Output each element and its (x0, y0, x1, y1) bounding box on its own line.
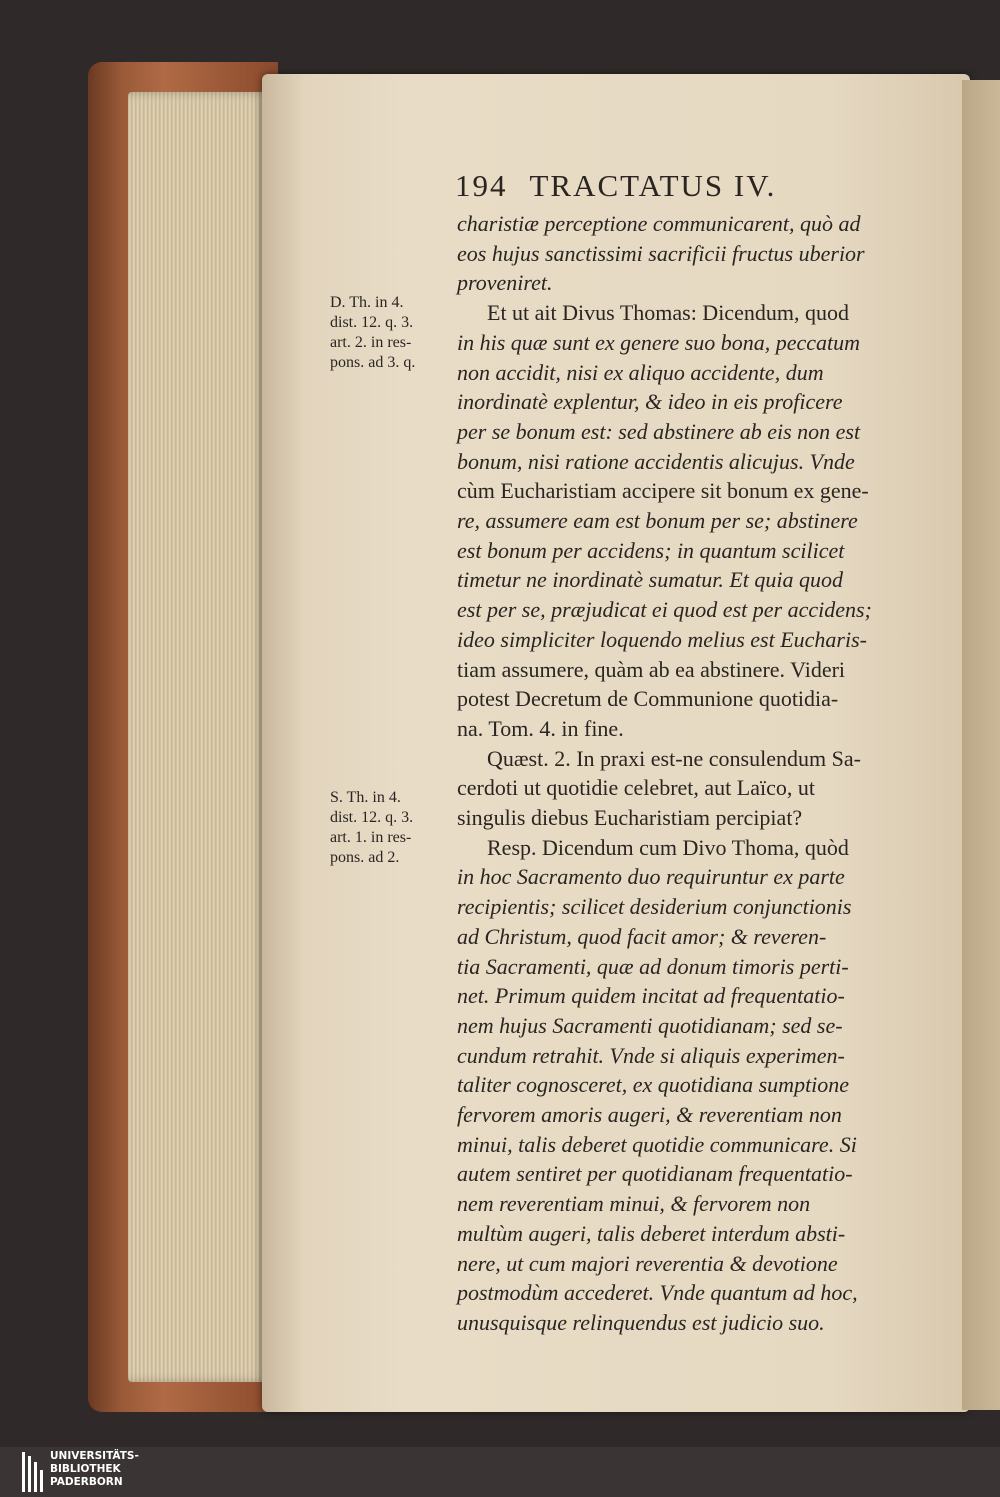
text-line: timetur ne inordinatè sumatur. Et quia quod (457, 567, 844, 592)
page-number: 194 (455, 168, 508, 203)
text-line: potest Decretum de Communione quotidia- (457, 686, 839, 711)
text-line: in his quæ sunt ex genere suo bona, peccatum (457, 330, 861, 355)
text-line: fervorem amoris augeri, & reverentiam non (457, 1102, 842, 1127)
text-line: singulis diebus Eucharistiam percipiat? (457, 805, 803, 830)
text-line: cùm Eucharistiam accipere sit bonum ex gene- (457, 478, 869, 503)
text-line: taliter cognosceret, ex quotidiana sumptione (457, 1072, 850, 1097)
text-line: est bonum per accidens; in quantum scilicet (457, 538, 845, 563)
text-line: multùm augeri, talis deberet interdum absti- (457, 1221, 846, 1246)
text-line: proveniret. (457, 270, 553, 295)
library-logo-icon (22, 1452, 44, 1496)
text-line: nem reverentiam minui, & fervorem non (457, 1191, 811, 1216)
text-line: est per se, præjudicat ei quod est per accidens; (457, 597, 872, 622)
marginal-note-line: D. Th. in 4. (330, 294, 404, 311)
marginal-note-line: art. 1. in res- (330, 829, 412, 846)
marginal-note-line: dist. 12. q. 3. (330, 314, 414, 331)
text-line: bonum, nisi ratione accidentis alicujus. Vnde (457, 449, 855, 474)
text-line: net. Primum quidem incitat ad frequentatio- (457, 983, 845, 1008)
footer-bar (0, 1447, 1000, 1497)
marginal-note-line: S. Th. in 4. (330, 789, 401, 806)
text-line: na. Tom. 4. in fine. (457, 716, 624, 741)
text-line: in hoc Sacramento duo requiruntur ex parte (457, 864, 845, 889)
text-line: nere, ut cum majori reverentia & devotione (457, 1251, 838, 1276)
text-line: ad Christum, quod facit amor; & reveren- (457, 924, 827, 949)
marginal-note-line: pons. ad 2. (330, 849, 400, 866)
text-line: re, assumere eam est bonum per se; abstinere (457, 508, 858, 533)
text-line: tiam assumere, quàm ab ea abstinere. Videri (457, 657, 846, 682)
text-line: Resp. Dicendum cum Divo Thoma, quòd (487, 835, 849, 860)
text-line: per se bonum est: sed abstinere ab eis non est (457, 419, 861, 444)
page-edges (128, 92, 268, 1382)
marginal-note-2 (330, 788, 413, 868)
text-line: Et ut ait Divus Thomas: Dicendum, quod (487, 300, 849, 325)
running-head (455, 168, 776, 204)
marginal-note-line: pons. ad 3. q. (330, 354, 416, 371)
text-line: recipientis; scilicet desiderium conjunctionis (457, 894, 852, 919)
text-line: inordinatè explentur, & ideo in eis proficere (457, 389, 843, 414)
marginal-note-line: art. 2. in res- (330, 334, 412, 351)
text-line: cerdoti ut quotidie celebret, aut Laïco, ut (457, 775, 815, 800)
text-line: Quæst. 2. In praxi est-ne consulendum Sa- (487, 746, 861, 771)
text-line: unusquisque relinquendus est judicio suo. (457, 1310, 825, 1335)
text-line: autem sentiret per quotidianam frequentatio- (457, 1161, 853, 1186)
text-line: eos hujus sanctissimi sacrificii fructus uberior (457, 241, 865, 266)
facing-page-edge (962, 80, 1000, 1410)
text-line: minui, talis deberet quotidie communicare. Si (457, 1132, 857, 1157)
text-line: cundum retrahit. Vnde si aliquis experimen- (457, 1043, 845, 1068)
running-head-title: TRACTATUS IV. (529, 168, 777, 203)
library-name-line: BIBLIOTHEK (50, 1463, 121, 1475)
text-line: nem hujus Sacramenti quotidianam; sed se- (457, 1013, 843, 1038)
library-name-line: PADERBORN (50, 1476, 123, 1488)
library-name-line: UNIVERSITÄTS- (50, 1450, 139, 1462)
marginal-note-line: dist. 12. q. 3. (330, 809, 414, 826)
text-line: charistiæ perceptione communicarent, quò ad (457, 211, 861, 236)
text-line: tia Sacramenti, quæ ad donum timoris perti- (457, 954, 849, 979)
library-name (50, 1450, 139, 1489)
text-line: ideo simpliciter loquendo melius est Eucharis- (457, 627, 867, 652)
text-line: postmodùm accederet. Vnde quantum ad hoc, (457, 1280, 858, 1305)
marginal-note-1 (330, 293, 415, 373)
text-line: non accidit, nisi ex aliquo accidente, dum (457, 360, 824, 385)
